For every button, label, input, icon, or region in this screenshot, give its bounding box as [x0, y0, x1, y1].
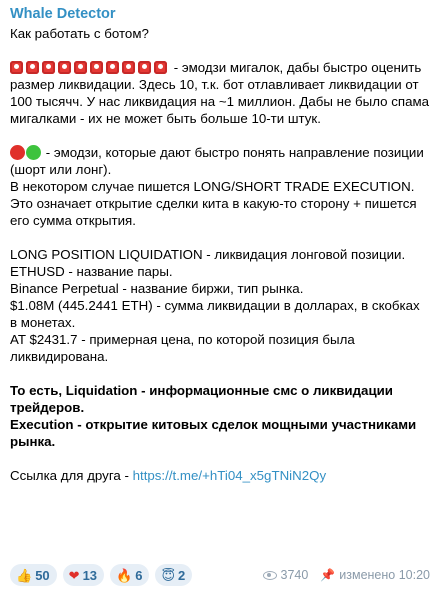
- referral-label: Ссылка для друга -: [10, 468, 133, 483]
- reactions-bar: [10, 564, 192, 586]
- paragraph-direction: [10, 144, 430, 229]
- views-count: 3740: [280, 568, 309, 582]
- red-circle-icon: [10, 145, 25, 160]
- field-line-amount: $1.08M (445.2441 ETH) - сумма ликвидации в долларах, в скобках в монетах.: [10, 298, 420, 330]
- reaction-thumbs-up[interactable]: [10, 564, 57, 586]
- views-eye-icon: [263, 571, 277, 580]
- heart-icon: ❤: [68, 567, 80, 583]
- siren-icon: [10, 61, 23, 74]
- referral-line: [10, 467, 430, 484]
- pin-icon: 📌: [320, 568, 336, 582]
- reaction-angel[interactable]: [155, 564, 192, 586]
- execution-description: В некотором случае пишется LONG/SHORT TRADE EXECUTION. Это означает открытие сделки кита в какую-то сторону + пишется его сумма открытия.: [10, 179, 417, 228]
- paragraph-summary: [10, 382, 430, 450]
- summary-liquidation: То есть, Liquidation - информационные смс о ликвидации трейдеров.: [10, 383, 393, 415]
- siren-icon: [58, 61, 71, 74]
- field-line-price: AT $2431.7 - примерная цена, по которой позиция была ликвидирована.: [10, 332, 355, 364]
- referral-link[interactable]: https://t.me/+hTi04_x5gTNiN2Qy: [132, 468, 327, 483]
- field-line-liquidation: LONG POSITION LIQUIDATION - ликвидация лонговой позиции.: [10, 247, 406, 262]
- channel-name[interactable]: Whale Detector: [10, 6, 116, 22]
- sirens-emoji-row: [10, 60, 170, 75]
- field-line-exchange: Binance Perpetual - название биржи, тип рынка.: [10, 281, 304, 296]
- paragraph-fields: [10, 246, 430, 365]
- green-circle-icon: [26, 145, 41, 160]
- message-meta: [263, 568, 431, 582]
- reaction-fire[interactable]: [110, 564, 149, 586]
- message-text: [10, 25, 430, 484]
- field-line-pair: ETHUSD - название пары.: [10, 264, 173, 279]
- intro-line: Как работать с ботом?: [10, 26, 149, 41]
- reaction-count: 50: [35, 567, 50, 583]
- reaction-count: 2: [178, 567, 186, 583]
- angel-face-icon: 😇: [161, 567, 176, 583]
- siren-icon: [26, 61, 39, 74]
- siren-icon: [74, 61, 87, 74]
- siren-icon: [42, 61, 55, 74]
- reaction-heart[interactable]: [63, 564, 104, 586]
- siren-icon: [138, 61, 151, 74]
- paragraph-sirens: [10, 59, 430, 127]
- edited-status: изменено 10:20: [339, 568, 430, 582]
- siren-icon: [154, 61, 167, 74]
- summary-execution: Execution - открытие китовых сделок мощными участниками рынка.: [10, 417, 417, 449]
- thumbs-up-icon: 👍: [16, 567, 33, 583]
- siren-icon: [122, 61, 135, 74]
- reaction-count: 13: [82, 567, 98, 583]
- siren-icon: [106, 61, 119, 74]
- reaction-count: 6: [135, 567, 143, 583]
- fire-icon: 🔥: [116, 567, 133, 583]
- direction-description: - эмодзи, которые дают быстро понять направление позиции (шорт или лонг).: [10, 145, 424, 177]
- siren-icon: [90, 61, 103, 74]
- sirens-description: - эмодзи мигалок, дабы быстро оценить размер ликвидации. Здесь 10, т.к. бот отлавливает ликвидации от 100 тысячч. У нас ликвидация на ~1 миллион. Дабы не было спама мигалками - их не может быть больше 10-ти штук.: [10, 60, 430, 126]
